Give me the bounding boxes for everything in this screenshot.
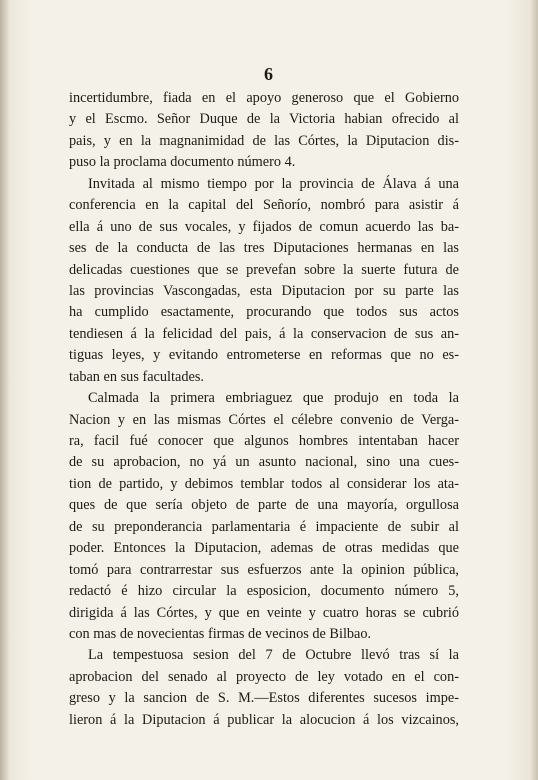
text-line: ra, facil fué conocer que algunos hombres intentaban hacer: [69, 433, 459, 449]
text-line: con mas de novecientas firmas de vecinos de Bilbao.: [69, 625, 372, 642]
text-line: redactó é hizo circular la esposicion, documento número 5,: [69, 583, 459, 600]
page-left-edge-shadow: [0, 0, 10, 780]
text-line: las provincias Vascongadas, esta Diputacion por su parte las: [69, 282, 459, 299]
text-line: conferencia en la capital del Señorío, nombró para asistir á: [69, 197, 459, 214]
text-line: tomó para contrarrestar sus esfuerzos ante la opinion pública,: [69, 561, 459, 578]
text-line: ses de la conducta de las tres Diputaciones hermanas en las: [69, 240, 459, 257]
text-line: tion de partido, y debimos temblar todos al considerar los ata-: [69, 475, 459, 492]
text-line: aprobacion del senado al proyecto de ley votado en el con-: [69, 668, 459, 685]
text-line: dirigida á las Córtes, y que en veinte y cuatro horas se cubrió: [69, 604, 459, 621]
text-line: Invitada al mismo tiempo por la provincia de Álava á una: [88, 175, 459, 192]
text-line: tiguas leyes, y evitando entrometerse en reformas que no es-: [69, 347, 459, 364]
text-line: Nacion y en las mismas Córtes el célebre convenio de Verga-: [69, 411, 459, 428]
text-line: La tempestuosa sesion del 7 de Octubre llevó tras sí la: [88, 647, 459, 664]
text-line: greso y la sancion de S. M.—Estos diferentes sucesos impe-: [69, 690, 459, 707]
text-line: ella á uno de sus vocales, y fijados de comun acuerdo las ba-: [69, 218, 459, 235]
text-line: de su preponderancia parlamentaria é impaciente de subir al: [69, 518, 459, 535]
text-line: ha cumplido esactamente, procurando que todos sus actos: [69, 304, 459, 321]
text-line: poder. Entonces la Diputacion, ademas de otras medidas que: [69, 540, 459, 557]
text-line: puso la proclama documento número 4.: [69, 154, 296, 171]
text-line: incertidumbre, fiada en el apoyo generoso que el Gobierno: [69, 90, 459, 106]
page-right-edge-shadow: [530, 0, 538, 780]
text-line: taban en sus facultades.: [69, 368, 204, 385]
text-line: Calmada la primera embriaguez que produjo en toda la: [88, 390, 459, 407]
text-line: pais, y en la magnanimidad de las Córtes, la Diputacion dis-: [69, 132, 459, 149]
text-line: lieron á la Diputacion á publicar la alocucion á los vizcainos,: [69, 711, 459, 728]
body-text: [69, 88, 459, 731]
text-line: ques de que sería objeto de parte de una mayoría, orgullosa: [69, 497, 459, 514]
text-line: de su aprobacion, no yá un asunto nacional, sino una cues-: [69, 454, 459, 471]
text-line: delicadas cuestiones que se prevefan sobre la suerte futura de: [69, 261, 459, 278]
text-line: y el Escmo. Señor Duque de la Victoria habian ofrecido al: [69, 111, 459, 128]
text-line: tendiesen á la felicidad del pais, á la conservacion de sus an-: [69, 325, 459, 342]
page-number: 6: [264, 64, 274, 84]
